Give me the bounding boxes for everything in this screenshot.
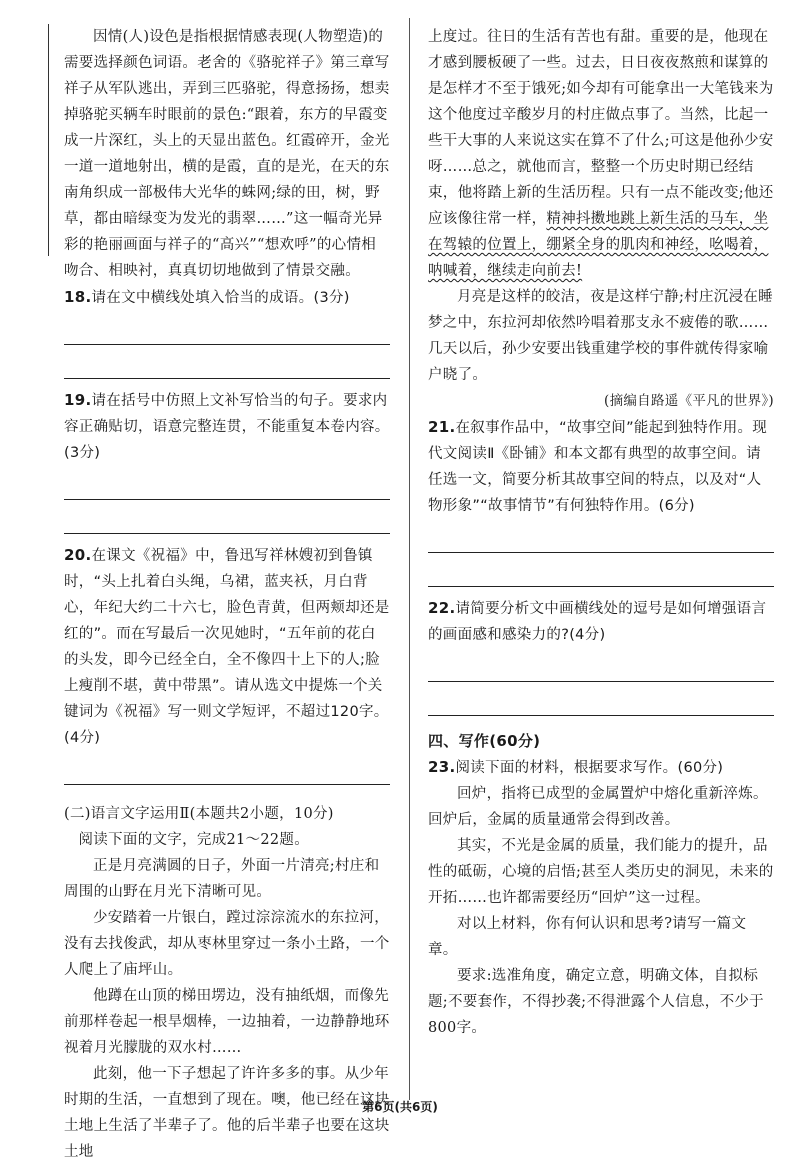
answer-line[interactable] [428,519,774,553]
question-20 [64,542,390,751]
material-paragraph-2: 其实，不光是金属的质量，我们能力的提升，品性的砥砺，心境的启悟;甚至人类历史的洞见，未来的开拓……也许都需要经历“回炉”这一过程。 [428,838,774,906]
question-18 [64,284,390,311]
page-footer: 第6页(共6页) [362,1100,438,1114]
passage-paragraph-4: 此刻，他一下子想起了许许多多的事。从少年时期的生活，一直想到了现在。噢，他已经在这块土地上生活了半辈子了。他的后半辈子也要在这块土地 [64,1066,390,1160]
answer-line[interactable] [428,682,774,716]
question-text: 在叙事作品中，“故事空间”能起到独特作用。现代文阅读Ⅱ《卧铺》和本文都有典型的故事空间。请任选一文，简要分析其故事空间的特点，以及对“人物形象”“故事情节”有何独特作用。(6分) [428,420,768,514]
read-instruction: 阅读下面的文字，完成21～22题。 [78,832,309,848]
section-4-title: 四、写作(60分) [428,732,541,750]
answer-line[interactable] [64,345,390,379]
answer-line[interactable] [64,311,390,345]
answer-line[interactable] [64,466,390,500]
passage-continued-text: 上度过。往日的生活有苦也有甜。重要的是，他现在才感到腰板硬了一些。过去，日日夜夜熬煎和谋算的是怎样才不至于饿死;如今却有可能拿出一大笔钱来为这个他度过辛酸岁月的村庄做点事了。当然，比起一些干大事的人来说这实在算不了什么;可这是他孙少安呀……总之，就他而言，整整一个历史时期已经结束，他将踏上新的生活历程。只有一点不能改变;他还应该像往常一样， [428,29,774,227]
source-citation: (摘编自路遥《平凡的世界》) [604,393,774,409]
question-21 [428,414,774,519]
answer-line[interactable] [428,648,774,682]
question-number: 20. [64,546,92,564]
question-text: 阅读下面的材料，根据要求写作。(60分) [455,760,724,776]
question-number: 22. [428,599,456,617]
passage-last-paragraph: 月亮是这样的皎洁，夜是这样宁静;村庄沉浸在睡梦之中，东拉河却依然吟唱着那支永不疲倦的歌……几天以后，孙少安要出钱重建学校的事件就传得家喻户晓了。 [428,289,773,383]
column-divider [409,18,410,1100]
question-text: 请简要分析文中画横线处的逗号是如何增强语言的画面感和感染力的?(4分) [428,601,767,643]
question-22 [428,595,774,648]
answer-line[interactable] [64,500,390,534]
right-column [428,24,774,1041]
question-text: 在课文《祝福》中，鲁迅写祥林嫂初到鲁镇时，“头上扎着白头绳，乌裙，蓝夹袄，月白背心，年纪大约二十六七，脸色青黄，但两颊却还是红的”。而在写最后一次见她时，“五年前的花白的头发，即今已经全白，全不像四十上下的人;脸上瘦削不堪，黄中带黑”。请从选文中提炼一个关键词为《祝福》写一则文学短评，不超过120字。(4分) [64,548,390,746]
passage-paragraph-3: 他蹲在山顶的梯田塄边，没有抽纸烟，而像先前那样卷起一根旱烟棒，一边抽着，一边静静地环视着月光朦胧的双水村…… [64,988,390,1056]
left-column [64,24,390,1165]
question-number: 21. [428,418,456,436]
question-23 [428,754,774,781]
section-2-title: (二)语言文字运用Ⅱ(本题共2小题，10分) [64,806,334,822]
question-number: 18. [64,288,92,306]
question-text: 请在文中横线处填入恰当的成语。(3分) [91,290,350,306]
answer-line[interactable] [428,553,774,587]
underlined-sentence: 精神抖擞地跳上新生活的马车，坐在驾辕的位置上，绷紧全身的肌肉和神经，吆喝着，呐喊着，继续走向前去! [428,211,769,279]
writing-requirements: 要求:选准角度，确定立意，明确文体，自拟标题;不要套作，不得抄袭;不得泄露个人信息，不少于800字。 [428,968,764,1036]
writing-prompt: 对以上材料，你有何认识和思考?请写一篇文章。 [428,916,747,958]
question-19 [64,387,390,466]
passage-continued [428,24,774,284]
passage-paragraph-2: 少安踏着一片银白，蹚过淙淙流水的东拉河，没有去找俊武，却从枣林里穿过一条小土路，一个人爬上了庙坪山。 [64,910,390,978]
answer-line[interactable] [64,751,390,785]
left-margin-rule [48,24,49,256]
question-number: 23. [428,758,456,776]
question-text: 请在括号中仿照上文补写恰当的句子。要求内容正确贴切，语意完整连贯，不能重复本卷内容。(3分) [64,393,390,461]
material-paragraph-1: 回炉，指将已成型的金属置炉中熔化重新淬炼。回炉后，金属的质量通常会得到改善。 [428,786,768,828]
intro-paragraph: 因情(人)设色是指根据情感表现(人物塑造)的需要选择颜色词语。老舍的《骆驼祥子》第三章写祥子从军队逃出，弄到三匹骆驼，得意扬扬，想卖掉骆驼买辆车时眼前的景色:“跟着，东方的早霞变成一片深红，头上的天显出蓝色。红霞碎开，金光一道一道地射出，横的是霞，直的是光，在天的东南角织成一部极伟大光华的蛛网;绿的田，树，野草，都由暗绿变为发光的翡翠……”这一幅奇光异彩的艳丽画面与祥子的“高兴”“想欢呼”的心情相吻合、相映衬，真真切切地做到了情景交融。 [64,29,390,279]
passage-paragraph-1: 正是月亮满圆的日子，外面一片清亮;村庄和周围的山野在月光下清晰可见。 [64,858,380,900]
question-number: 19. [64,391,92,409]
